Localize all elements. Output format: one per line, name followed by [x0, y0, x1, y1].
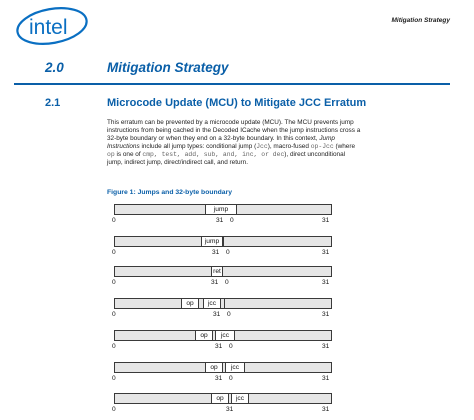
jcc-instruction-box: jcc: [225, 362, 245, 373]
chapter-number: 2.0: [45, 60, 64, 75]
running-header: Mitigation Strategy: [391, 17, 450, 24]
tick-label-mid: 31: [212, 249, 220, 256]
tick-label-mid: 31: [215, 375, 223, 382]
jcc-instruction-box: jcc: [203, 298, 221, 309]
body-text-6: ), direct unconditional jump, indirect jump, direct/indirect call, and return.: [107, 151, 346, 167]
tick-label-mid: 31: [213, 311, 221, 318]
code-op-list: cmp, test, add, sub, and, inc, or dec: [142, 151, 285, 159]
byte-window-bar: [114, 362, 332, 373]
figure-caption: Figure 1: Jumps and 32-byte boundary: [107, 189, 233, 196]
jump-instruction-box: jump: [201, 236, 223, 247]
boundary-divider: [223, 237, 224, 246]
code-jcc: Jcc: [256, 143, 268, 151]
body-text-1: This erratum can be prevented by a microcode update (MCU). The MCU prevents jump instructions from being cached in the Decoded ICache when the jump instructions cross a 32-byte boundary or when they end on a 32-byte boundary. In this context,: [107, 119, 361, 143]
tick-label-next-start: 0: [229, 375, 233, 382]
tick-label-end: 31: [322, 279, 330, 286]
tick-label-next-start: 0: [225, 279, 229, 286]
tick-label-mid: 31: [215, 343, 223, 350]
ret-instruction-box: ret: [211, 266, 223, 277]
tick-label-start: 0: [112, 375, 116, 382]
tick-label-next-start: 0: [229, 343, 233, 350]
byte-window-bar: [114, 298, 332, 309]
tick-label-end: 31: [322, 375, 330, 382]
section-number: 2.1: [45, 97, 61, 109]
byte-window-bar: [114, 393, 332, 404]
tick-label-start: 0: [112, 249, 116, 256]
body-text-3: ), macro-fused: [267, 143, 311, 151]
tick-label-next-start: 0: [226, 249, 230, 256]
tick-label-start: 0: [112, 406, 116, 413]
tick-label-end: 31: [322, 343, 330, 350]
body-text-2: include all jump types: conditional jump (: [139, 143, 257, 151]
tick-label-start: 0: [112, 217, 116, 224]
tick-label-next-start: 0: [230, 217, 234, 224]
tick-label-start: 0: [112, 279, 116, 286]
tick-label-next-start: 0: [227, 311, 231, 318]
tick-label-start: 0: [112, 311, 116, 318]
tick-label-mid: 31: [211, 279, 219, 286]
jcc-instruction-box: jcc: [215, 330, 235, 341]
byte-window-bar: [114, 330, 332, 341]
op-instruction-box: op: [211, 393, 229, 404]
body-italic-term: Jump Instructions: [107, 135, 335, 151]
tick-label-mid: 31: [216, 217, 224, 224]
body-text-5: is one of: [114, 151, 143, 159]
body-text-4: (where: [333, 143, 356, 151]
boundary-divider: [224, 299, 225, 308]
logo-text: intel: [29, 16, 68, 39]
tick-label-end: 31: [322, 311, 330, 318]
jcc-instruction-box: jcc: [231, 393, 249, 404]
byte-window-bar: [114, 236, 332, 247]
tick-label-end: 31: [322, 406, 330, 413]
tick-label-end: 31: [322, 217, 330, 224]
section-title: Microcode Update (MCU) to Mitigate JCC Erratum: [107, 97, 367, 109]
tick-label-mid: 31: [226, 406, 234, 413]
tick-label-end: 31: [322, 249, 330, 256]
chapter-title: Mitigation Strategy: [107, 60, 229, 75]
op-instruction-box: op: [195, 330, 213, 341]
jump-instruction-box: jump: [205, 204, 237, 215]
byte-window-bar: [114, 266, 332, 277]
op-instruction-box: op: [205, 362, 223, 373]
op-instruction-box: op: [181, 298, 199, 309]
tick-label-start: 0: [112, 343, 116, 350]
code-op: op: [107, 151, 115, 159]
byte-window-bar: [114, 204, 332, 215]
code-op-jcc: op-Jcc: [310, 143, 334, 151]
